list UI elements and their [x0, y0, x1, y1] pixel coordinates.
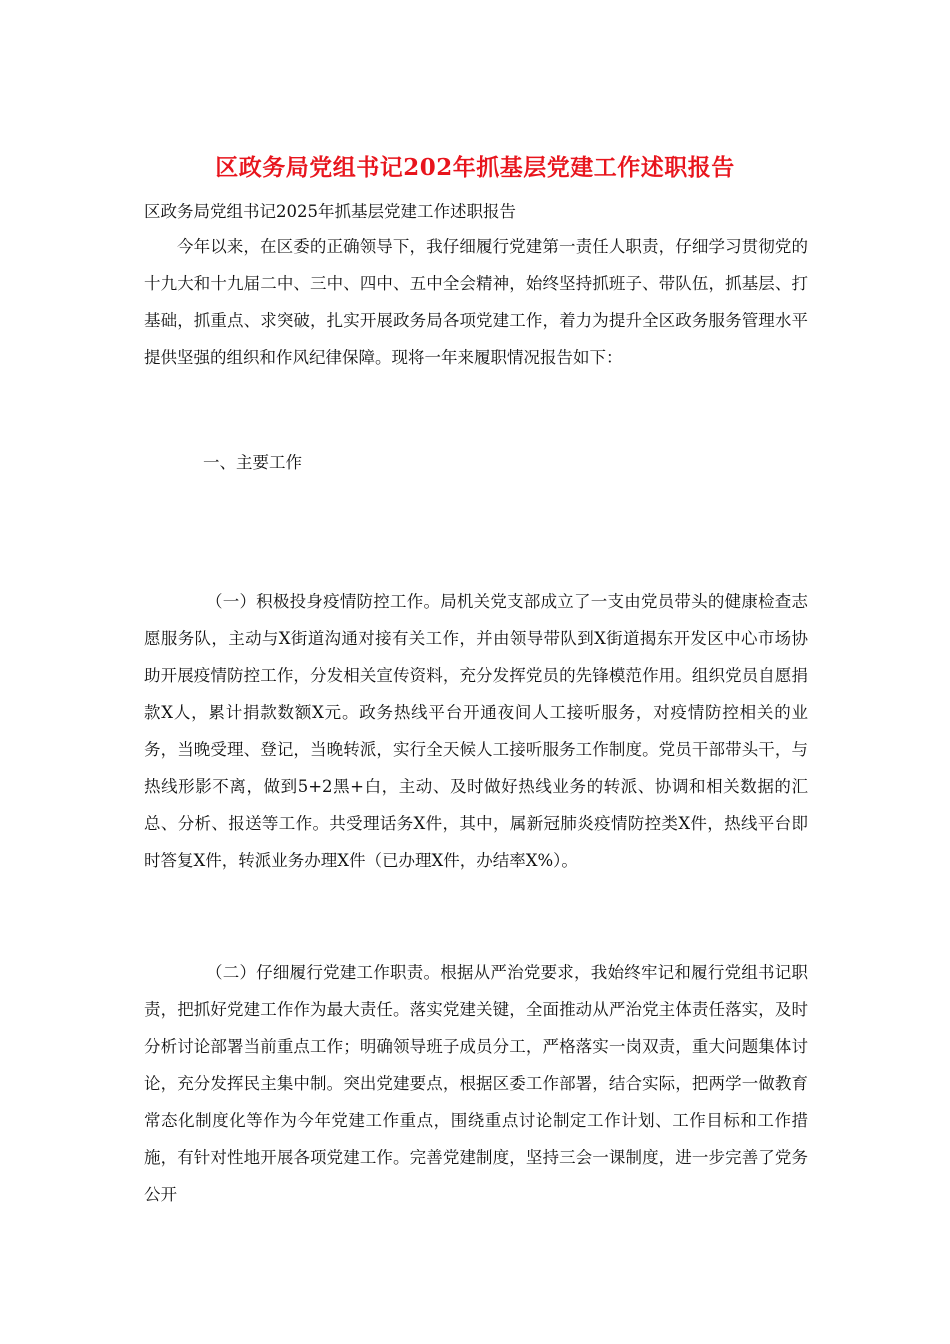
- paragraph-epidemic-work: （一）积极投身疫情防控工作。局机关党支部成立了一支由党员带头的健康检查志愿服务队，主动与X街道沟通对接有关工作，并由领导带队到X街道揭东开发区中心市场协助开展疫情防控工作，分发相关宣传资料，充分发挥党员的先锋模范作用。组织党员自愿捐款X人，累计捐款数额X元。政务热线平台开通夜间人工接听服务，对疫情防控相关的业务，当晚受理、登记，当晚转派，实行全天候人工接听服务工作制度。党员干部带头干，与热线形影不离，做到5+2黑+白，主动、及时做好热线业务的转派、协调和相关数据的汇总、分析、报送等工作。共受理话务X件，其中，属新冠肺炎疫情防控类X件，热线平台即时答复X件，转派业务办理X件（已办理X件，办结率X%）。: [144, 592, 808, 870]
- document-subtitle: 区政务局党组书记2025年抓基层党建工作述职报告: [144, 202, 516, 221]
- intro-paragraph: 今年以来，在区委的正确领导下，我仔细履行党建第一责任人职责，仔细学习贯彻党的十九大和十九届二中、三中、四中、五中全会精神，始终坚持抓班子、带队伍，抓基层、打基础，抓重点、求突破，扎实开展政务局各项党建工作，着力为提升全区政务服务管理水平提供坚强的组织和作风纪律保障。现将一年来履职情况报告如下：: [144, 237, 808, 367]
- section-heading: 一、主要工作: [203, 453, 302, 472]
- paragraph-party-duties: （二）仔细履行党建工作职责。根据从严治党要求，我始终牢记和履行党组书记职责，把抓好党建工作作为最大责任。落实党建关键，全面推动从严治党主体责任落实，及时分析讨论部署当前重点工作；明确领导班子成员分工，严格落实一岗双责，重大问题集体讨论，充分发挥民主集中制。突出党建要点，根据区委工作部署，结合实际，把两学一做教育常态化制度化等作为今年党建工作重点，围绕重点讨论制定工作计划、工作目标和工作措施，有针对性地开展各项党建工作。完善党建制度，坚持三会一课制度，进一步完善了党务公开: [144, 963, 808, 1204]
- document-title: 区政务局党组书记202年抓基层党建工作述职报告: [215, 154, 735, 181]
